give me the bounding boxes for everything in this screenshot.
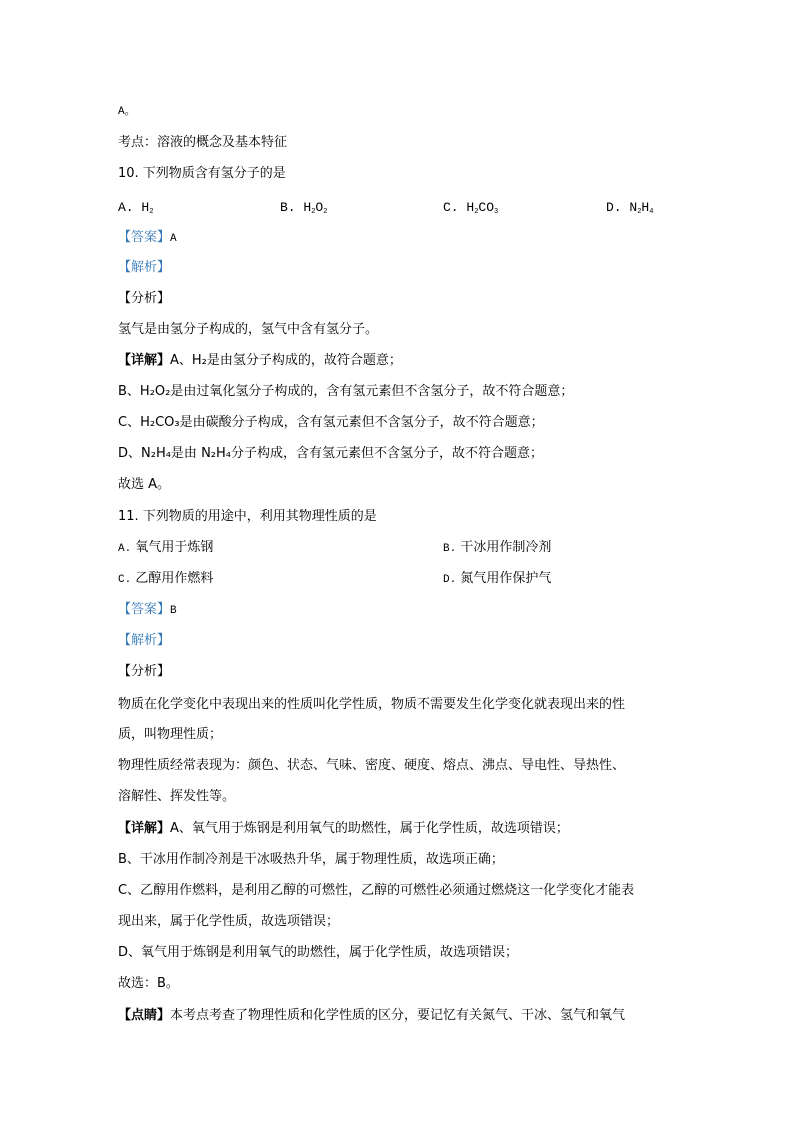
q10-detail-b: B、H₂O₂是由过氧化氢分子构成的，含有氢元素但不含氢分子，故不符合题意； [118, 384, 574, 399]
q11-answer: 【答案】B [118, 602, 177, 617]
q11-detail-c-cont: 现出来，属于化学性质，故选项错误； [118, 914, 340, 929]
prev-answer-tail: A。 [118, 106, 136, 118]
q10-option-c: C. $H_2CO_3$ [443, 200, 499, 216]
q11-dianjing: 【点睛】本考点考查了物理性质和化学性质的区分，要记忆有关氮气、干冰、氢气和氧气 [118, 1008, 626, 1023]
q10-detail-a: 【详解】A、H₂是由氢分子构成的，故符合题意； [118, 353, 402, 368]
q11-option-a: A. 氧气用于炼钢 [118, 540, 214, 555]
q11-option-d: D. 氮气用作保护气 [443, 571, 552, 586]
q10-option-d: D. $N_2H_4$ [606, 200, 654, 216]
q11-option-b: B. 干冰用作制冷剂 [443, 540, 552, 555]
q10-option-a: A. $H_2$ [118, 200, 154, 216]
q11-option-c: C. 乙醇用作燃料 [118, 571, 214, 586]
q11-fenxi-tag: 【分析】 [118, 664, 171, 679]
q10-option-b: B. $H_2O_2$ [280, 200, 328, 216]
q11-jiexi-tag: 【解析】 [118, 633, 171, 648]
q11-detail-a: 【详解】A、氧气用于炼钢是利用氧气的助燃性，属于化学性质，故选项错误； [118, 821, 569, 836]
q10-detail-d: D、N₂H₄是由 N₂H₄分子构成，含有氢元素但不含氢分子，故不符合题意； [118, 446, 543, 461]
q10-fenxi-text: 氢气是由氢分子构成的，氢气中含有氢分子。 [118, 322, 379, 337]
q11-fenxi-line: 溶解性、挥发性等。 [118, 789, 236, 804]
q11-detail-d: D、氧气用于炼钢是利用氧气的助燃性，属于化学性质，故选项错误； [118, 945, 519, 960]
q10-detail-c: C、H₂CO₃是由碳酸分子构成，含有氢元素但不含氢分子，故不符合题意； [118, 415, 544, 430]
q11-stem: 11. 下列物质的用途中，利用其物理性质的是 [118, 509, 377, 524]
q11-fenxi-line: 物质在化学变化中表现出来的性质叫化学性质，物质不需要发生化学变化就表现出来的性 [118, 697, 626, 712]
q11-fenxi-line: 物理性质经常表现为：颜色、状态、气味、密度、硬度、熔点、沸点、导电性、导热性、 [118, 758, 626, 773]
q11-detail-b: B、干冰用作制冷剂是干冰吸热升华，属于物理性质，故选项正确； [118, 852, 504, 867]
q10-fenxi-tag: 【分析】 [118, 291, 171, 306]
q10-conclusion: 故选 A。 [118, 477, 171, 492]
q10-answer: 【答案】A [118, 230, 177, 245]
q10-jiexi-tag: 【解析】 [118, 260, 171, 275]
q11-fenxi-line: 质，叫物理性质； [118, 727, 223, 742]
prev-kaodian: 考点：溶液的概念及基本特征 [118, 135, 288, 150]
answer-tag: 【答案】 [118, 230, 171, 245]
q10-stem: 10. 下列物质含有氢分子的是 [118, 166, 286, 181]
q11-detail-c: C、乙醇用作燃料，是利用乙醇的可燃性，乙醇的可燃性必须通过燃烧这一化学变化才能表 [118, 883, 635, 898]
q11-conclusion: 故选：B。 [118, 976, 179, 991]
